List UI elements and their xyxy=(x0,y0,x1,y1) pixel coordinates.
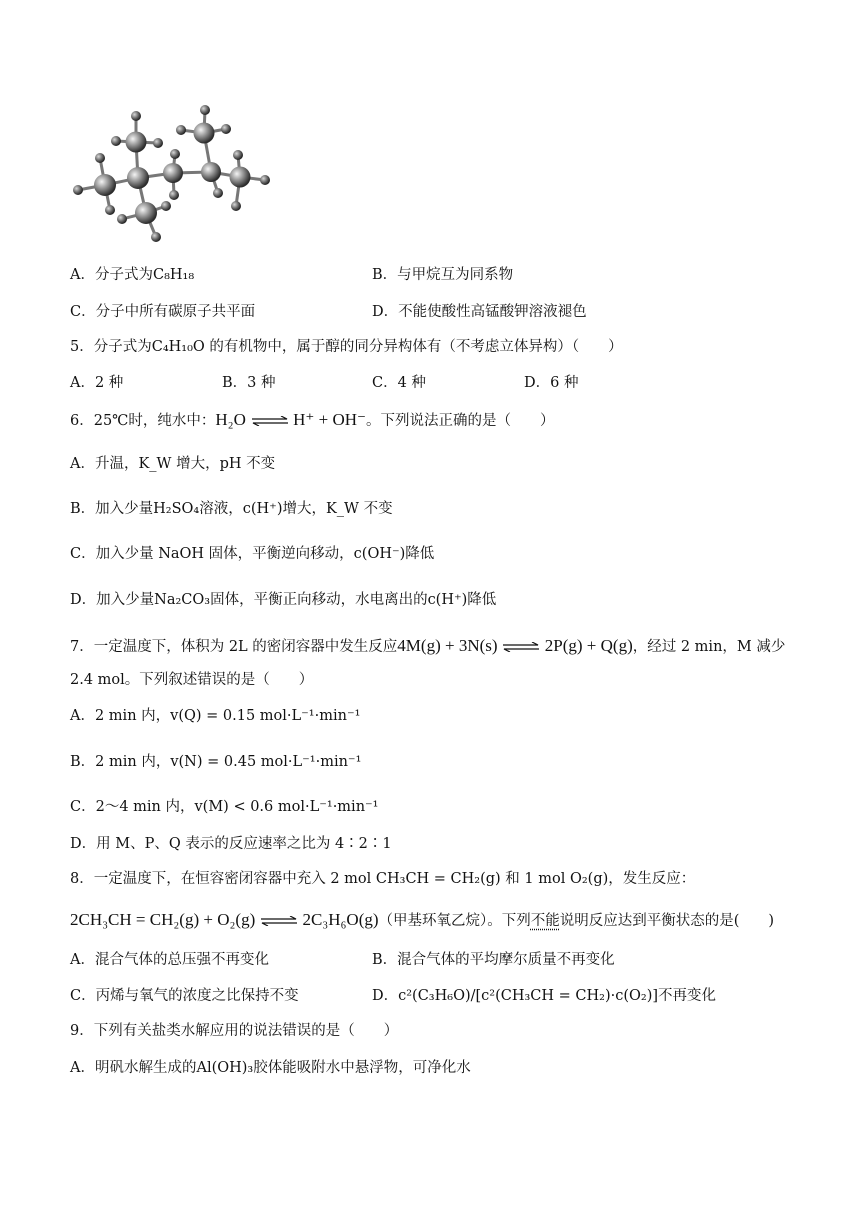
q8-option-b: B．混合气体的平均摩尔质量不再变化 xyxy=(372,952,615,968)
q7-eq-right: 2P(g) + Q(g) xyxy=(544,636,633,655)
q7-option-b: B．2 min 内，v(N) = 0.45 mol·L⁻¹·min⁻¹ xyxy=(70,754,362,770)
q8-option-d: D．c²(C₃H₆O)/[c²(CH₃CH = CH₂)·c(O₂)]不再变化 xyxy=(372,988,717,1004)
q8-stem-line1: 8．一定温度下，在恒容密闭容器中充入 2 mol CH₃CH = CH₂(g) 和 1 mol O₂(g)，发生反应： xyxy=(70,871,696,887)
q7-stem-post: ，经过 2 min，M 减少 xyxy=(632,639,786,655)
q7-option-d: D．用 M、P、Q 表示的反应速率之比为 4∶2∶1 xyxy=(70,836,392,852)
q8-option-c: C．丙烯与氧气的浓度之比保持不变 xyxy=(70,988,299,1004)
q6-stem-pre: 6．25℃时，纯水中： xyxy=(70,413,216,429)
q8-eq-left: 2CH₃CH = CH₂(g) + O₂(g) xyxy=(70,910,256,929)
q7-stem-line2: 2.4 mol。下列叙述错误的是（ ） xyxy=(70,672,314,688)
equilibrium-arrow-icon xyxy=(260,916,298,926)
q8-emphasis-not: 不能 xyxy=(530,913,560,929)
q6-option-c: C．加入少量 NaOH 固体，平衡逆向移动，c(OH⁻)降低 xyxy=(70,546,435,562)
q5-option-c: C．4 种 xyxy=(372,375,426,391)
q6-stem xyxy=(70,410,554,431)
q7-eq-left: 4M(g) + 3N(s) xyxy=(397,636,498,655)
equilibrium-arrow-icon xyxy=(502,642,540,652)
q8-stem-post-b: 说明反应达到平衡状态的是( ) xyxy=(559,913,775,929)
q4-option-a: A．分子式为C₈H₁₈ xyxy=(70,267,195,283)
q5-option-d: D．6 种 xyxy=(524,375,579,391)
q6-option-a: A．升温，K_W 增大，pH 不变 xyxy=(70,456,276,472)
q8-option-a: A．混合气体的总压强不再变化 xyxy=(70,952,269,968)
q5-stem: 5．分子式为C₄H₁₀O 的有机物中，属于醇的同分异构体有（不考虑立体异构）（ ） xyxy=(70,339,623,355)
q9-option-a: A．明矾水解生成的Al(OH)₃胶体能吸附水中悬浮物，可净化水 xyxy=(70,1060,471,1076)
q5-option-b: B．3 种 xyxy=(222,375,276,391)
q6-eq-right: H⁺ + OH⁻ xyxy=(293,410,366,429)
q7-stem-pre: 7．一定温度下，体积为 2L 的密闭容器中发生反应 xyxy=(70,639,398,655)
q6-stem-post: 。下列说法正确的是（ ） xyxy=(365,413,555,429)
q6-eq-left: H₂O xyxy=(215,410,246,429)
q4-option-c: C．分子中所有碳原子共平面 xyxy=(70,304,256,320)
q6-option-d: D．加入少量Na₂CO₃固体，平衡正向移动，水电离出的c(H⁺)降低 xyxy=(70,592,497,608)
q4-option-d: D．不能使酸性高锰酸钾溶液褪色 xyxy=(372,304,587,320)
q9-stem: 9．下列有关盐类水解应用的说法错误的是（ ） xyxy=(70,1023,399,1039)
q7-stem xyxy=(70,636,785,657)
ball-stick-molecule-figure xyxy=(68,98,288,248)
q7-option-a: A．2 min 内，v(Q) = 0.15 mol·L⁻¹·min⁻¹ xyxy=(70,708,361,724)
q6-option-b: B．加入少量H₂SO₄溶液，c(H⁺)增大，K_W 不变 xyxy=(70,501,393,517)
q5-option-a: A．2 种 xyxy=(70,375,124,391)
q8-stem-post-a: （甲基环氧乙烷）。下列 xyxy=(378,913,531,929)
q7-option-c: C．2～4 min 内，v(M) < 0.6 mol·L⁻¹·min⁻¹ xyxy=(70,799,379,815)
equilibrium-arrow-icon xyxy=(251,416,289,426)
q8-stem-line2 xyxy=(70,910,774,931)
q4-option-b: B．与甲烷互为同系物 xyxy=(372,267,514,283)
q8-eq-right: 2C₃H₆O(g) xyxy=(302,910,379,929)
